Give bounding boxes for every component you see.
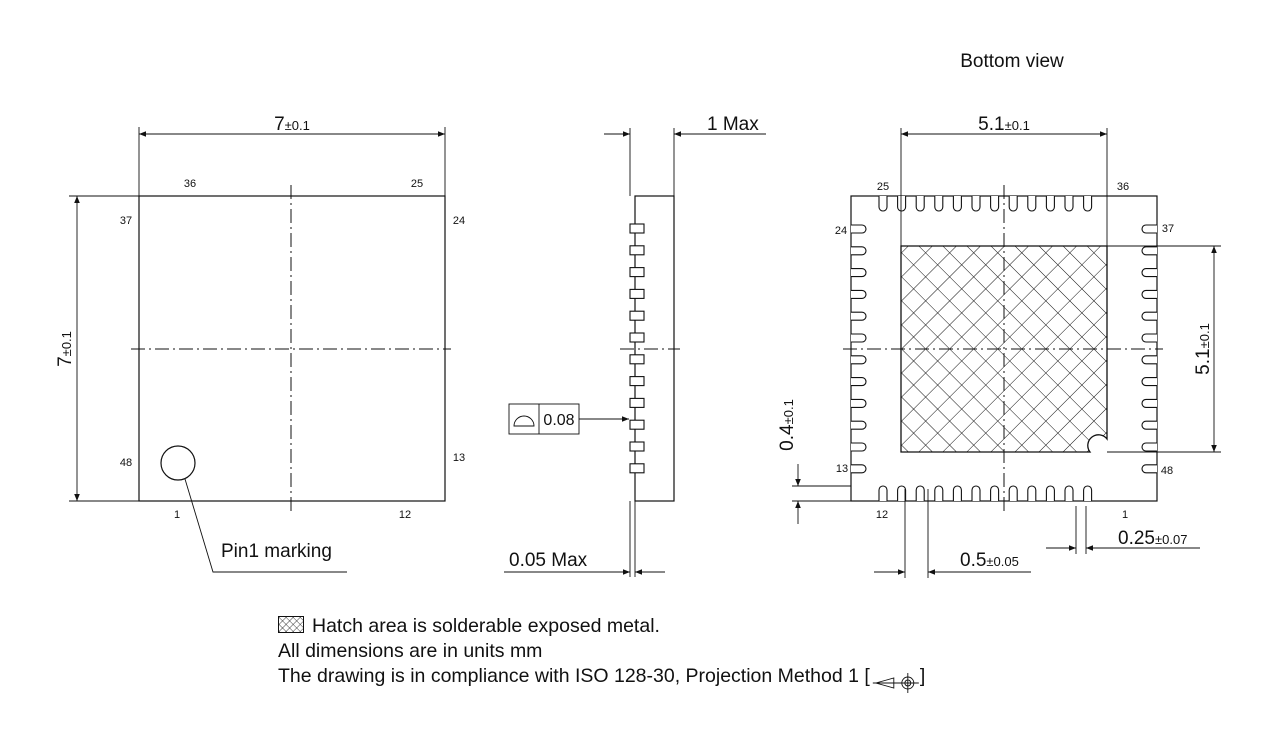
bottom-lead (1142, 378, 1157, 386)
side-lead (630, 311, 644, 320)
bottom-lead (879, 486, 887, 501)
side-lead (630, 377, 644, 386)
bottom-view (777, 51, 1221, 578)
pin-label-12: 12 (398, 509, 412, 521)
pin-label-36: 36 (183, 178, 197, 190)
bottom-lead (851, 443, 866, 451)
bottom-lead (1142, 334, 1157, 342)
pin-label-48: 48 (1160, 465, 1174, 477)
pin-label-24: 24 (452, 215, 466, 227)
bottom-lead (1046, 196, 1054, 211)
width-dimension: 7±0.1 (274, 114, 310, 135)
bottom-lead (1065, 196, 1073, 211)
side-lead (630, 333, 644, 342)
bottom-lead (1142, 356, 1157, 364)
bottom-lead (972, 196, 980, 211)
side-lead (630, 246, 644, 255)
bottom-lead (953, 196, 961, 211)
pitch-dimension: 0.5±0.05 (960, 550, 1019, 571)
pin-label-12: 12 (875, 509, 889, 521)
bottom-lead (851, 399, 866, 407)
bottom-lead (1142, 421, 1157, 429)
bottom-lead (1084, 196, 1092, 211)
bottom-lead (1046, 486, 1054, 501)
side-lead (630, 289, 644, 298)
side-lead (630, 268, 644, 277)
pin-label-25: 25 (410, 178, 424, 190)
side-view (504, 114, 766, 577)
bottom-view-title: Bottom view (960, 51, 1064, 72)
bottom-lead (898, 196, 906, 211)
side-lead (630, 464, 644, 473)
bottom-lead (898, 486, 906, 501)
pad-width-dimension: 5.1±0.1 (978, 114, 1030, 135)
bottom-lead (851, 334, 866, 342)
bottom-lead (935, 486, 943, 501)
bottom-lead (851, 225, 866, 233)
bottom-lead (916, 486, 924, 501)
iso-note-bracket: ] (919, 665, 926, 687)
bottom-lead (851, 312, 866, 320)
side-lead (630, 420, 644, 429)
hatch-legend-icon (278, 616, 304, 633)
iso-note (278, 664, 925, 689)
hatch-note-text: Hatch area is solderable exposed metal. (312, 615, 660, 637)
side-lead (630, 442, 644, 451)
bottom-lead (851, 378, 866, 386)
lead-length-dimension: 0.4±0.1 (777, 399, 798, 451)
bottom-lead (851, 247, 866, 255)
units-note: All dimensions are in units mm (278, 640, 543, 662)
pad-height-dimension: 5.1±0.1 (1193, 323, 1214, 375)
pin1-marking-dot (161, 446, 195, 480)
bottom-lead (1142, 269, 1157, 277)
side-lead (630, 224, 644, 233)
bottom-lead (1142, 247, 1157, 255)
pin-label-25: 25 (876, 181, 890, 193)
pin-label-37: 37 (119, 215, 133, 227)
bottom-lead (1142, 225, 1157, 233)
pin-label-13: 13 (452, 452, 466, 464)
pin1-callout: Pin1 marking (221, 541, 332, 562)
bottom-lead (1009, 196, 1017, 211)
bottom-lead (972, 486, 980, 501)
bottom-lead (1142, 399, 1157, 407)
height-dimension: 7±0.1 (55, 331, 76, 367)
bottom-lead (935, 196, 943, 211)
bottom-lead (879, 196, 887, 211)
bottom-lead (916, 196, 924, 211)
pin-label-1: 1 (173, 509, 181, 521)
bottom-lead (851, 465, 866, 473)
pin-label-1: 1 (1121, 509, 1129, 521)
bottom-lead (851, 290, 866, 298)
bottom-lead (1142, 312, 1157, 320)
top-view (55, 114, 465, 572)
bottom-lead (1028, 486, 1036, 501)
bottom-lead (851, 421, 866, 429)
side-leads (630, 224, 644, 473)
bottom-lead (1142, 443, 1157, 451)
pin-label-48: 48 (119, 457, 133, 469)
bottom-lead (851, 356, 866, 364)
pin-label-36: 36 (1116, 181, 1130, 193)
bottom-lead (851, 269, 866, 277)
pin-label-37: 37 (1161, 223, 1175, 235)
hatch-note (278, 614, 925, 639)
bottom-lead (991, 486, 999, 501)
flatness-value: 0.08 (543, 412, 575, 429)
side-lead (630, 398, 644, 407)
bottom-lead (1009, 486, 1017, 501)
pin-label-24: 24 (834, 225, 848, 237)
pin-label-13: 13 (835, 463, 849, 475)
bottom-lead (1142, 290, 1157, 298)
drawing-notes (278, 614, 925, 689)
bottom-lead (991, 196, 999, 211)
height-max-dimension: 1 Max (707, 114, 759, 135)
iso-note-text: The drawing is in compliance with ISO 128-30, Projection Method 1 [ (278, 665, 870, 687)
flatness-symbol-icon (514, 416, 534, 426)
bottom-lead (953, 486, 961, 501)
bottom-lead (1142, 465, 1157, 473)
bottom-lead (1065, 486, 1073, 501)
side-lead (630, 355, 644, 364)
bottom-lead (1084, 486, 1092, 501)
lead-width-dimension: 0.25±0.07 (1118, 528, 1188, 549)
standoff-dimension: 0.05 Max (509, 550, 588, 571)
bottom-lead (1028, 196, 1036, 211)
